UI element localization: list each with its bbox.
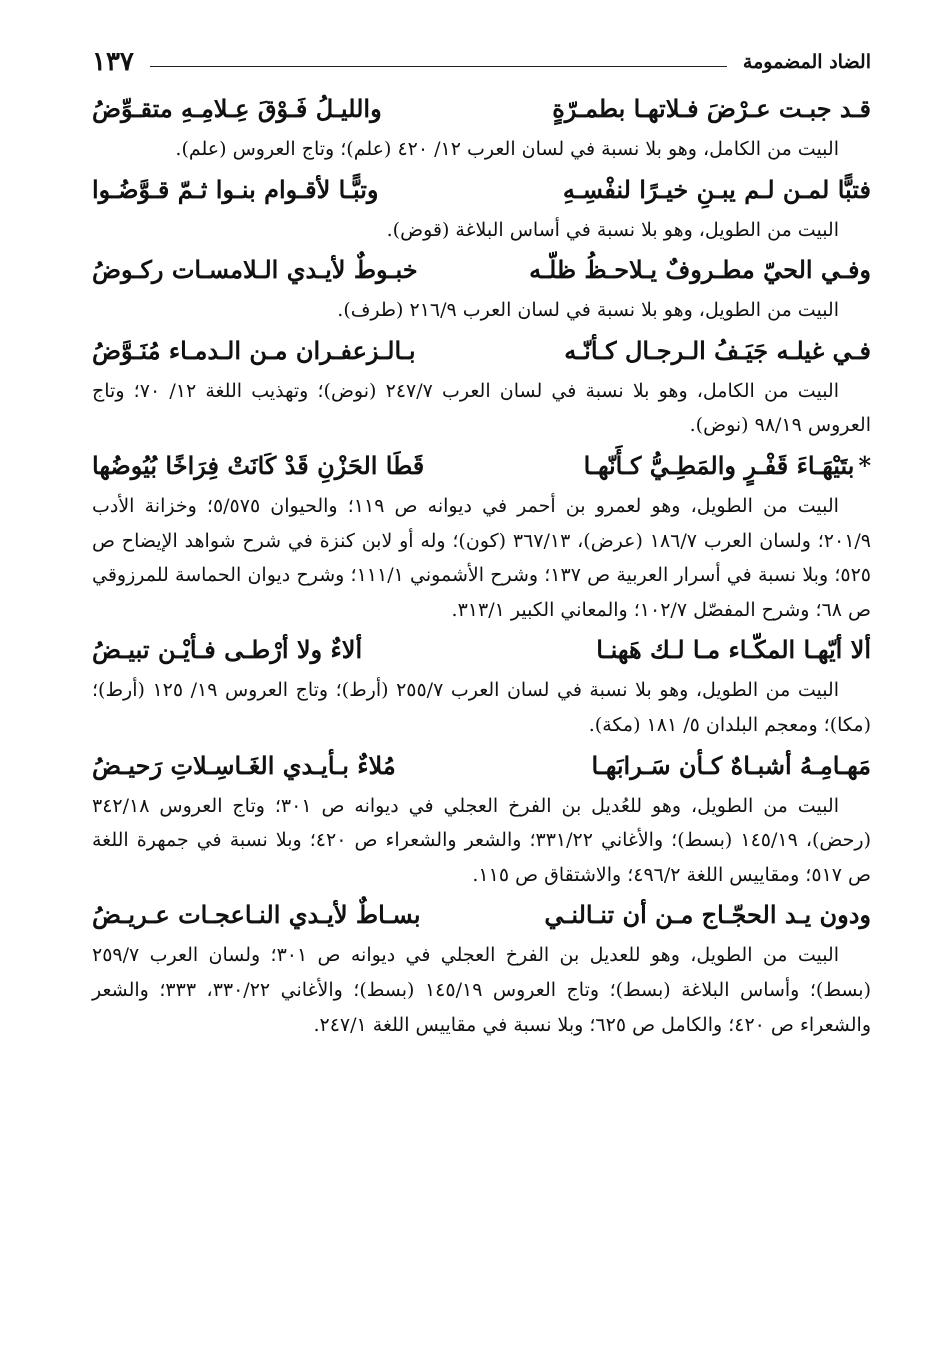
second-hemistich: خبـوطٌ لأيـدي الـلامسـات ركـوضُ [92,255,418,285]
verse-entry [92,743,871,893]
verse-line [92,167,871,213]
second-hemistich: قَطَا الحَزْنِ قَدْ كَانَتْ فِرَاخًا بُيُوضُها [92,450,425,480]
verse-note: البيت من الكامل، وهو بلا نسبة في لسان العرب ١٢/ ٤٢٠ (علم)؛ وتاج العروس (علم). [175,138,839,160]
verse-line [92,328,871,374]
second-hemistich: والليـلُ فَـوْقَ عِـلامِـهِ متقـوِّضُ [92,94,382,123]
chapter-title: الضاد المضمومة [742,51,871,73]
second-hemistich: بـالـزعفـران مـن الـدمـاء مُنَـوَّضُ [92,335,416,365]
first-hemistich: وفـي الحيّ مطـروفٌ يـلاحـظُ ظلّـه [529,255,871,285]
header-rule [150,66,727,67]
second-hemistich: مُلاءٌ بـأيـدي الغَـاسِـلاتِ رَحيـضُ [92,750,396,780]
verse-line [92,86,871,132]
second-hemistich: وتبًّـا لأقـوام بنـوا ثـمّ قـوَّضُـوا [92,174,379,204]
verse-line [92,892,871,938]
verse-line [92,627,871,673]
verse-note: البيت من الطويل، وهو بلا نسبة في لسان العرب ٢١٦/٩ (طرف). [337,299,839,322]
verse-note: البيت من الطويل، وهو للعديل بن الفرخ العجلي في ديوانه ص ٣٠١؛ ولسان العرب ٢٥٩/٧ (بسط)؛ وأساس البلاغة (بسط)؛ وتاج العروس ١٤٥/١٩ (بسط)؛ والأغاني ٣٣٠/٢٢، ٣٣٣؛ والشعر والشعراء ص ٤٢٠؛ والكامل ص ٦٢٥؛ وبلا نسبة في مقاييس اللغة ٢٤٧/١. [92,944,872,1036]
first-hemistich: مَهـامِـهُ أشبـاهٌ كـأن سَـرابَهـا [591,750,871,780]
verse-line [92,247,871,293]
page-number: ١٣٧ [92,47,134,77]
second-hemistich: بسـاطٌ لأيـدي النـاعجـات عـريـضُ [92,900,421,930]
verse-entry [92,892,871,1042]
verse-entry [92,328,871,443]
verse-note: البيت من الطويل، وهو لعمرو بن أحمر في ديوانه ص ١١٩؛ والحيوان ٥/٥٧٥؛ وخزانة الأدب ٢٠١/٩؛ ولسان العرب ١٨٦/٧ (عرض)، ٣٦٧/١٣ (كون)؛ وله أو لابن كنزة في شرح شواهد الإيضاح ص ٥٢٥؛ وبلا نسبة في أسرار العربية ص ١٣٧؛ وشرح الأشموني ١١١/١؛ وشرح ديوان الحماسة للمرزوقي ص ٦٨؛ وشرح المفصّل ١٠٢/٧؛ والمعاني الكبير ٣١٣/١. [92,494,872,621]
verse-entry [92,167,871,248]
verse-line [92,443,871,489]
verse-note: البيت من الطويل، وهو بلا نسبة في أساس البلاغة (قوض). [386,218,839,241]
verse-entry [92,247,871,328]
second-hemistich: ألاءٌ ولا أرْطـى فـأيْـن تبيـضُ [92,635,363,665]
first-hemistich [584,443,871,489]
first-hemistich: قـد جبـت عـرْضَ فـلاتهـا بطمـرّةٍ [552,94,871,123]
verse-note: البيت من الطويل، وهو بلا نسبة في لسان العرب ٢٥٥/٧ (أرط)؛ وتاج العروس ١٩/ ١٢٥ (أرط)؛ (مكا)؛ ومعجم البلدان ٥/ ١٨١ (مكة). [92,679,871,736]
first-hemistich-text: بتَيْهَـاءَ قَفْـرٍ والمَطِـيُّ كـأَنّهـا [583,450,855,480]
verse-line [92,743,871,789]
first-hemistich: فتبًّا لمـن لـم يبـنِ خيـرًا لنفْسِـهِ [562,174,871,204]
verse-entry [92,443,871,627]
star-marker: * [858,450,871,480]
first-hemistich: فـي غيلـه جَيَـفُ الـرجـال كـأنّـه [564,335,871,365]
verse-entry [92,86,871,167]
first-hemistich: ودون يـد الحجّـاج مـن أن تنـالنـي [544,900,871,930]
verse-note: البيت من الكامل، وهو بلا نسبة في لسان العرب ٢٤٧/٧ (نوض)؛ وتهذيب اللغة ١٢/ ٧٠؛ وتاج العروس ٩٨/١٩ (نوض). [92,379,871,437]
verse-note: البيت من الطويل، وهو للعُديل بن الفرخ العجلي في ديوانه ص ٣٠١؛ وتاج العروس ٣٤٢/١٨ (رحض)، ١٤٥/١٩ (بسط)؛ والأغاني ٣٣١/٢٢؛ والشعر والشعراء ص ٤٢٠؛ وبلا نسبة في جمهرة اللغة ص ٥١٧؛ ومقاييس اللغة ٤٩٦/٢؛ والاشتقاق ص ١١٥. [92,794,871,886]
verse-entry [92,627,871,742]
page-header [92,38,871,86]
first-hemistich: ألا أيّهـا المكّـاء مـا لـك هَهنـا [596,635,871,665]
